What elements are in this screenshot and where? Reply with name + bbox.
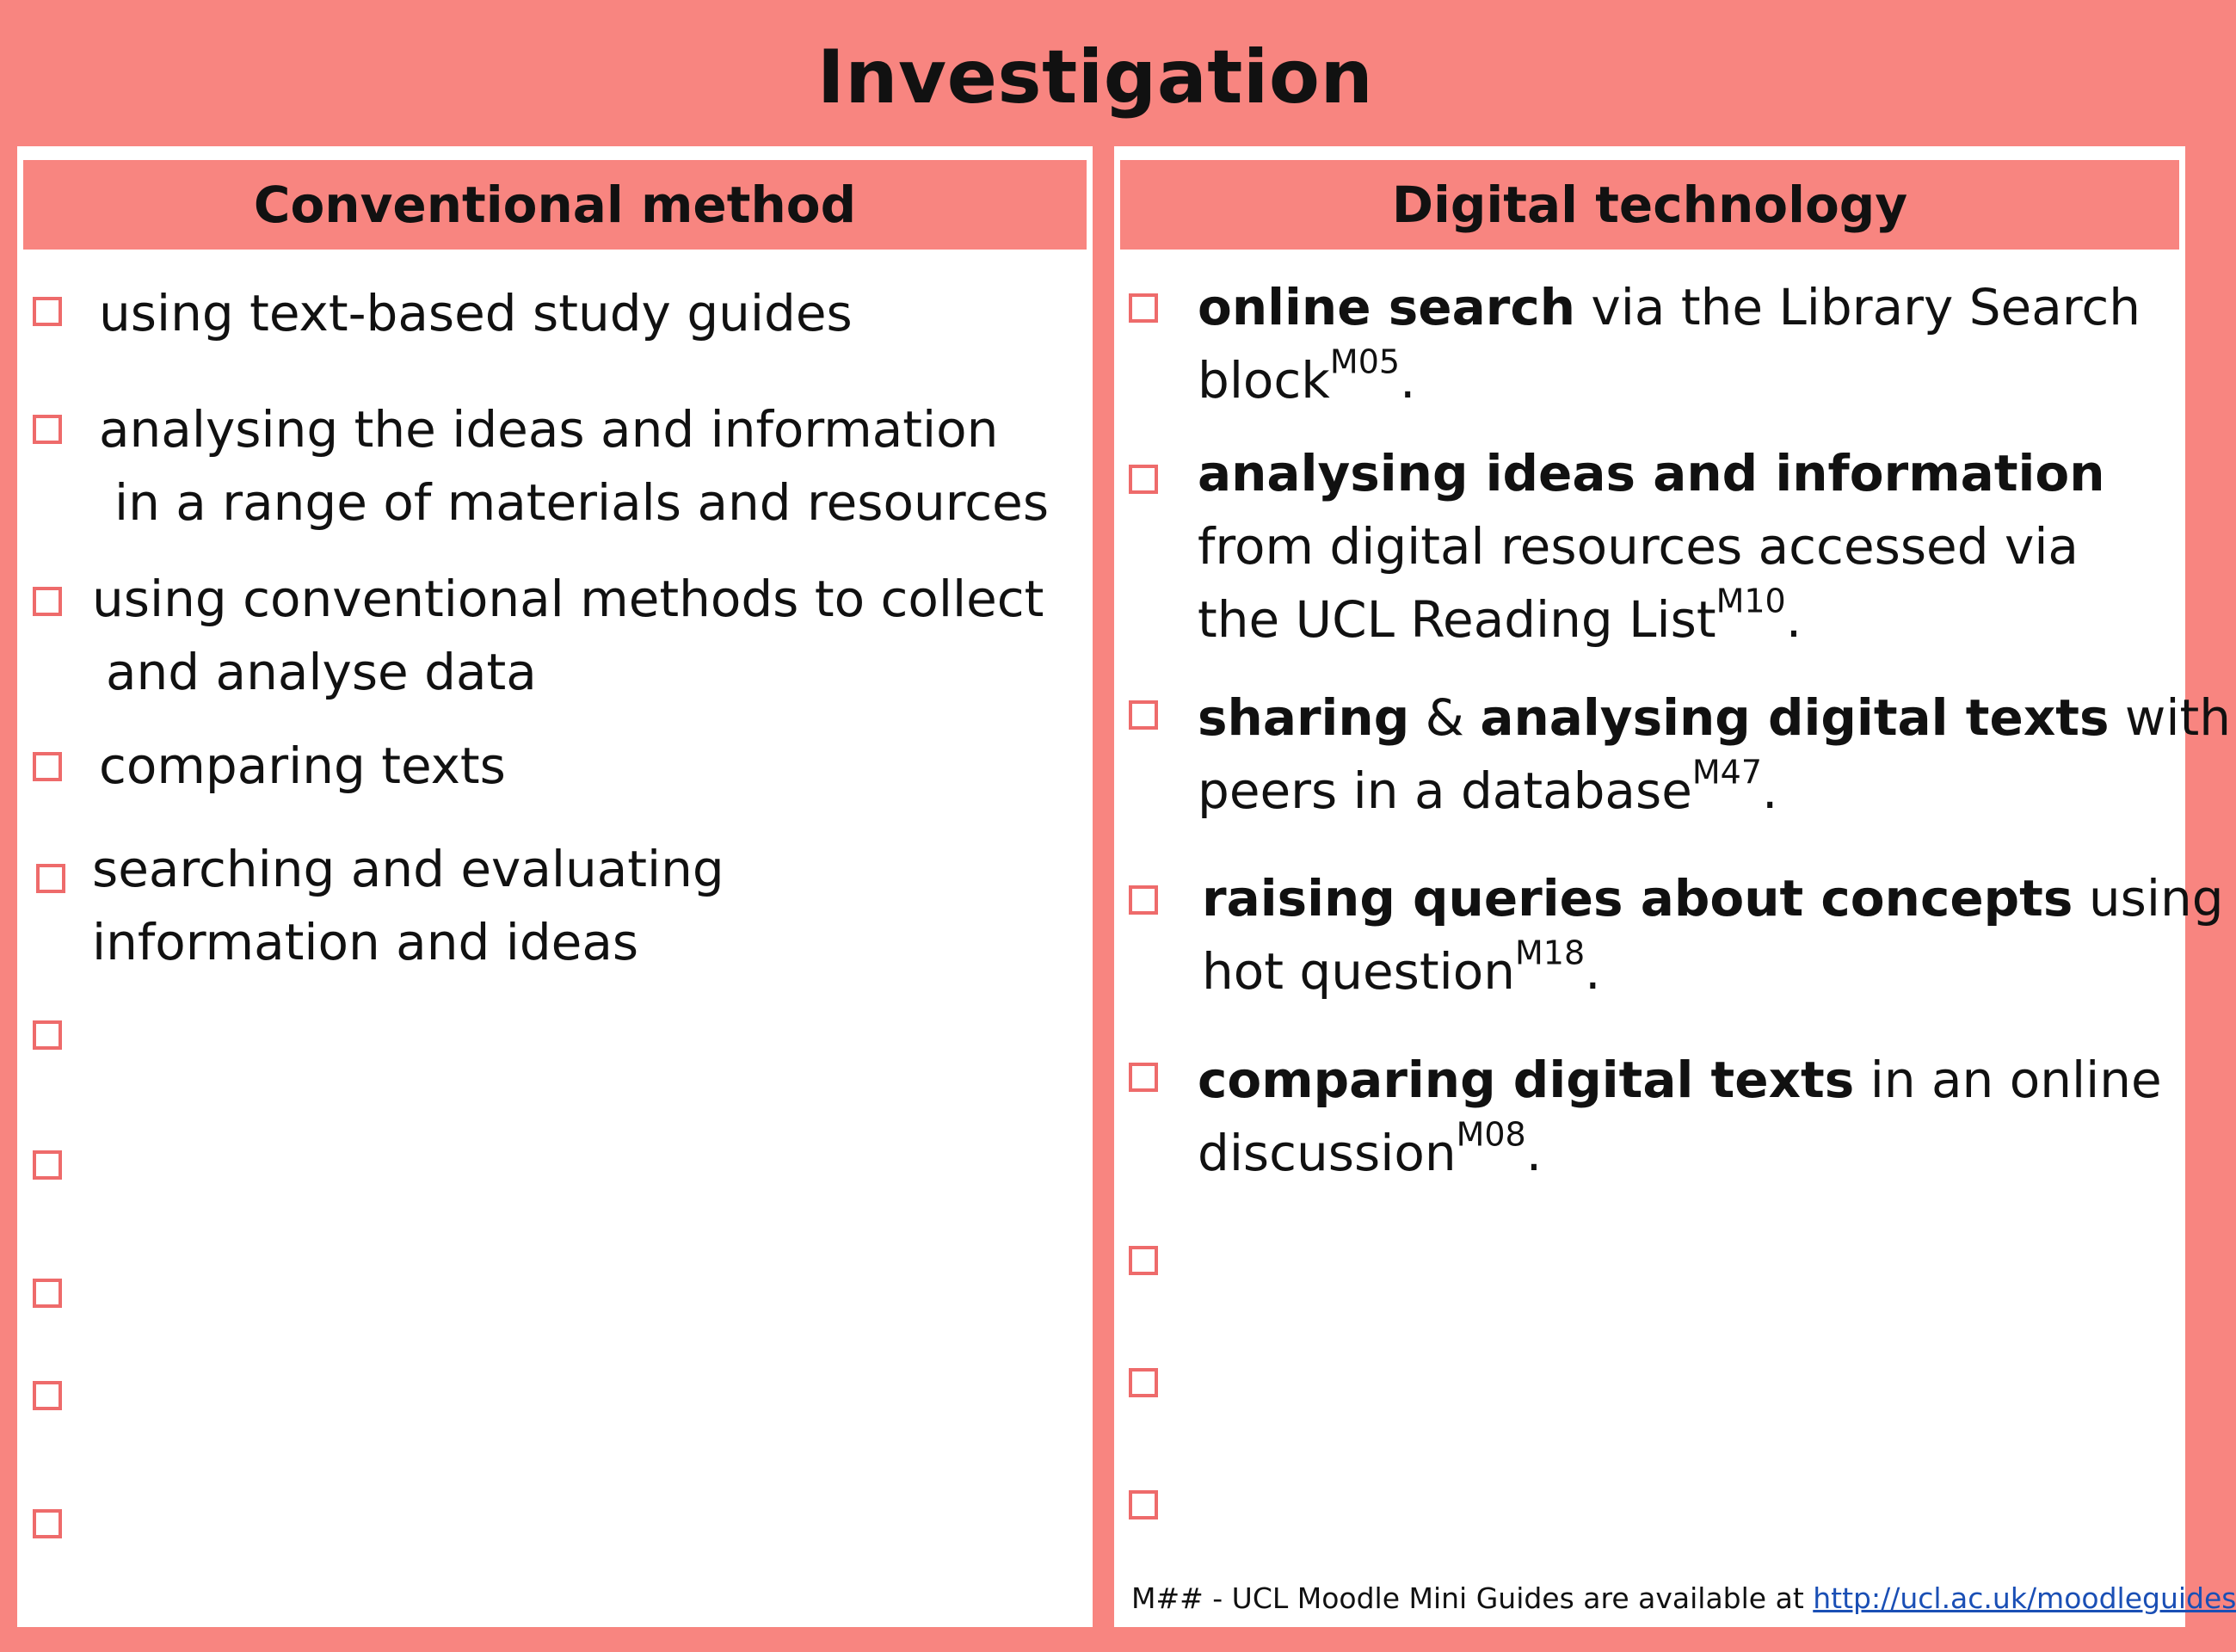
- conventional-item-3: using conventional methods to collect and analyse data: [92, 570, 1044, 701]
- conventional-item-1: using text-based study guides: [99, 284, 853, 342]
- checkbox-conventional-3[interactable]: [33, 587, 62, 616]
- moodle-guides-link[interactable]: http://ucl.ac.uk/moodleguides: [1813, 1581, 2236, 1615]
- checkbox-conventional-4[interactable]: [33, 752, 62, 781]
- digital-item-3: sharing & analysing digital texts with peers in a database$^{M47}$.: [1198, 688, 2231, 820]
- checkbox-digital-5[interactable]: [1129, 1063, 1158, 1092]
- checkbox-digital-2[interactable]: [1129, 465, 1158, 494]
- checkbox-conventional-5[interactable]: [36, 864, 65, 893]
- conventional-item-5: searching and evaluating information and ideas: [92, 840, 724, 971]
- digital-item-1: online search via the Library Search block$^{M05}$.: [1198, 278, 2141, 410]
- checkbox-conventional-empty-3[interactable]: [33, 1279, 62, 1308]
- conventional-item-2: analysing the ideas and information in a range of materials and resources: [99, 400, 1050, 532]
- conventional-method-heading: Conventional method: [23, 160, 1087, 250]
- footnote-text: M## - UCL Moodle Mini Guides are available at: [1131, 1581, 1814, 1615]
- checkbox-conventional-empty-1[interactable]: [33, 1020, 62, 1050]
- checkbox-conventional-empty-2[interactable]: [33, 1150, 62, 1180]
- checkbox-digital-empty-1[interactable]: [1129, 1246, 1158, 1275]
- checkbox-digital-empty-3[interactable]: [1129, 1490, 1158, 1519]
- checkbox-digital-1[interactable]: [1129, 293, 1158, 323]
- checkbox-digital-empty-2[interactable]: [1129, 1368, 1158, 1397]
- checkbox-conventional-2[interactable]: [33, 415, 62, 444]
- checkbox-digital-3[interactable]: [1129, 700, 1158, 730]
- digital-item-5: comparing digital texts in an online discussion$^{M08}$.: [1198, 1051, 2162, 1182]
- checkbox-conventional-1[interactable]: [33, 297, 62, 326]
- checkbox-conventional-empty-5[interactable]: [33, 1509, 62, 1538]
- checkbox-conventional-empty-4[interactable]: [33, 1381, 62, 1410]
- checkbox-digital-4[interactable]: [1129, 885, 1158, 915]
- digital-item-2: analysing ideas and information from digital resources accessed via the UCL Reading List$^{M10}$.: [1198, 444, 2105, 649]
- footnote: [1131, 1581, 2236, 1615]
- digital-technology-heading: Digital technology: [1120, 160, 2179, 250]
- digital-item-4: raising queries about concepts using hot question$^{M18}$.: [1202, 869, 2224, 1001]
- page-title: Investigation: [816, 34, 1374, 120]
- conventional-item-4: comparing texts: [99, 737, 506, 795]
